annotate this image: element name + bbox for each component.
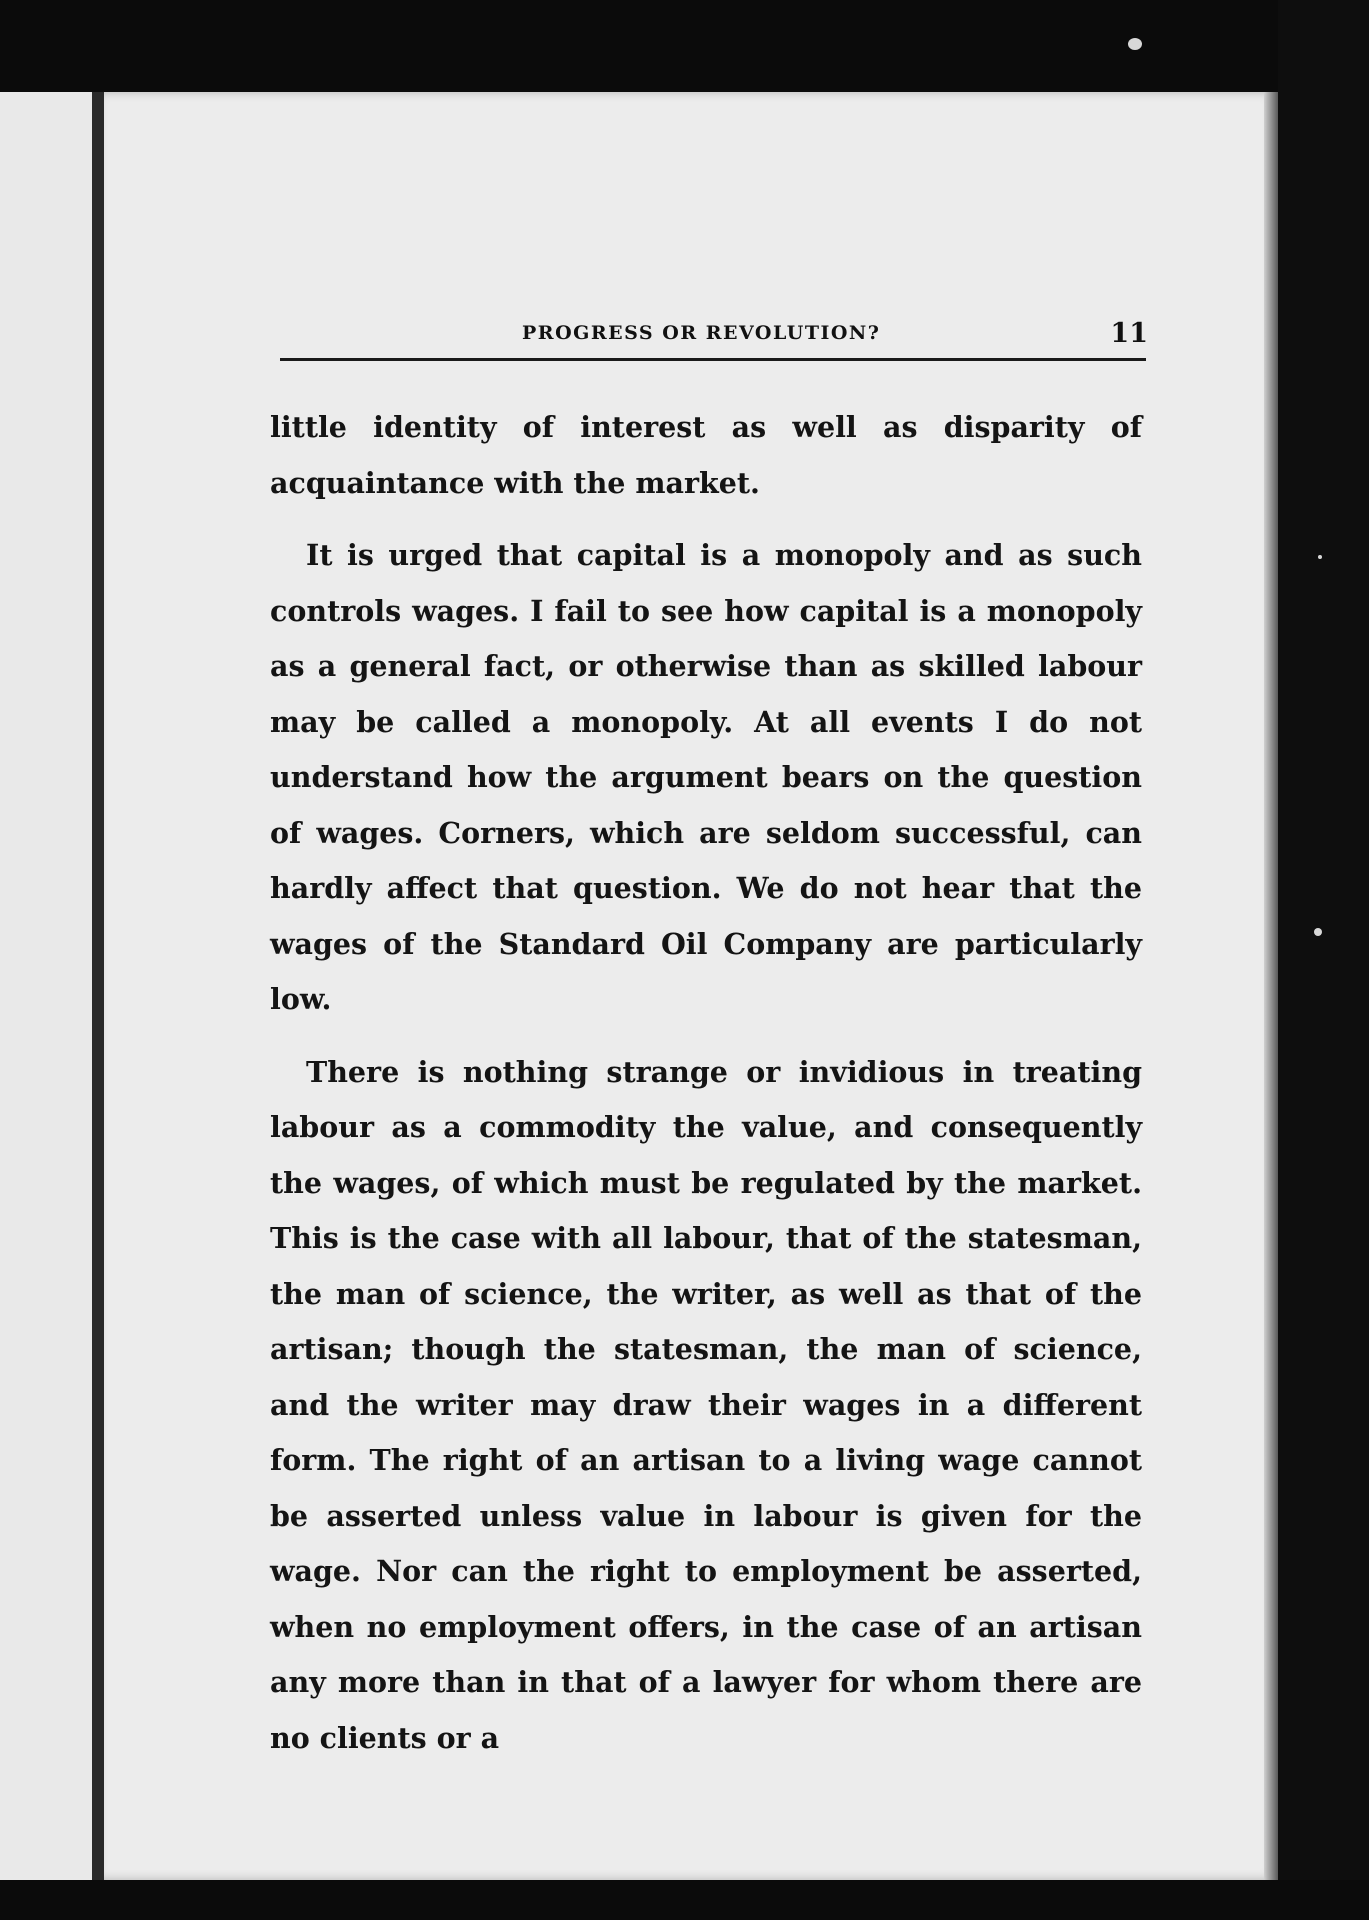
scan-right-border	[1278, 0, 1369, 1920]
page-edge-shadow	[1264, 92, 1278, 1880]
scan-bottom-border	[0, 1880, 1369, 1920]
running-head-title: PROGRESS OR REVOLUTION?	[522, 322, 881, 344]
header-rule	[280, 358, 1146, 361]
facing-page-edge	[0, 92, 92, 1880]
paragraph-labour-commodity: There is nothing strange or invidious in treating labour as a commodity the value, and consequently the wages, of which must be regulated by the market. This is the case with all labour, that of the statesman, the man of science, the writer, as well as that of the artisan; though the statesman, the man of science, and the writer may draw their wages in a different form. The right of an artisan to a living wage cannot be asserted unless value in labour is given for the wage. Nor can the right to employment be asserted, when no employment offers, in the case of an artisan any more than in that of a lawyer for whom there are no clients or a	[270, 1054, 1142, 1755]
scan-speck	[1318, 555, 1322, 559]
paragraph-capital-monopoly: It is urged that capital is a monopoly and as such controls wages. I fail to see how capital is a monopoly as a general fact, or otherwise than as skilled labour may be called a monopoly. At all events I do not understand how the argument bears on the question of wages. Corners, which are seldom successful, can hardly affect that question. We do not hear that the wages of the Standard Oil Company are particularly low.	[270, 538, 1142, 1016]
scan-top-border	[0, 0, 1369, 92]
book-gutter	[92, 92, 104, 1880]
scan-speck	[1314, 928, 1322, 936]
paragraph-continuation: little identity of interest as well as disparity of acquaintance with the market.	[270, 410, 1142, 500]
scan-speck	[1128, 38, 1142, 50]
page-number: 11	[1110, 318, 1148, 349]
body-text	[270, 400, 1142, 1766]
running-head	[280, 318, 1150, 358]
